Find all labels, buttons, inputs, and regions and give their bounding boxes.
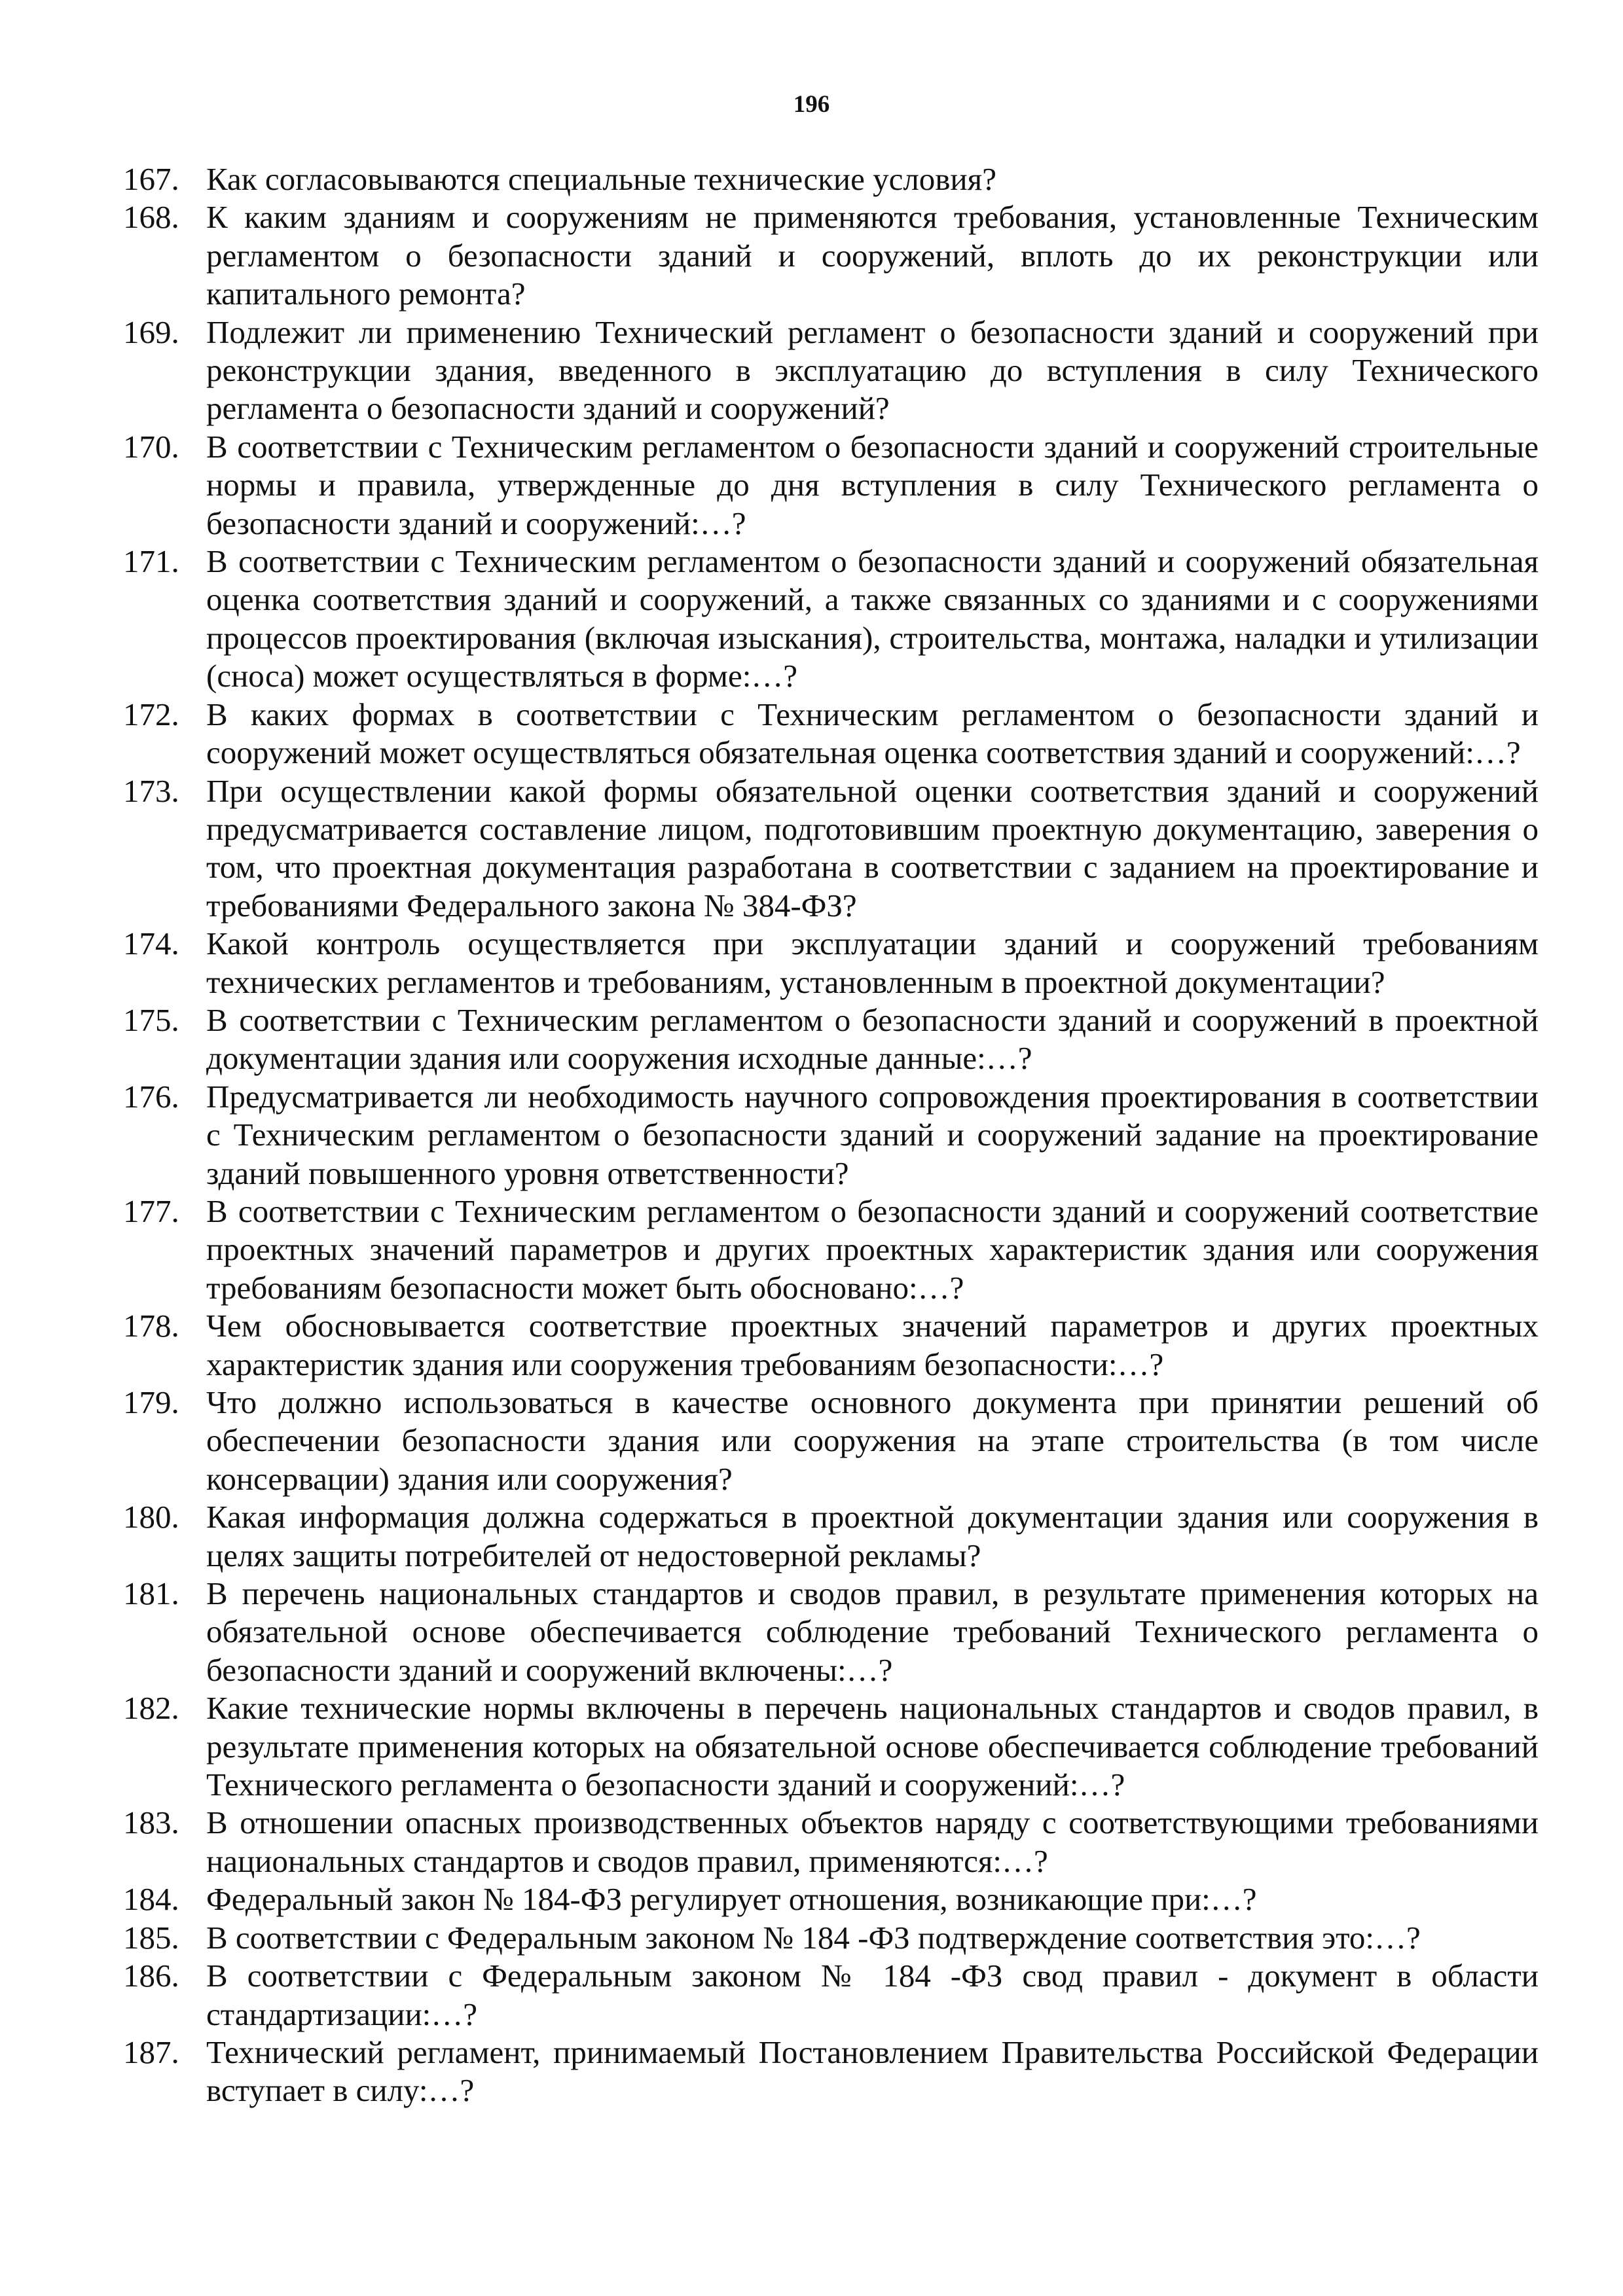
question-number: 173.: [123, 772, 179, 809]
question-text: Какой контроль осуществляется при эксплуатации зданий и сооружений требованиям технических регламентов и требованиям, установленным в проектной документации?: [206, 925, 1539, 1000]
question-text: К каким зданиям и сооружениям не применяются требования, установленные Техническим регламентом о безопасности зданий и сооружений, вплоть до их реконструкции или капитального ремонта?: [206, 199, 1539, 312]
question-number: 177.: [123, 1193, 179, 1229]
question-text: В соответствии с Техническим регламентом о безопасности зданий и сооружений соответствие проектных значений параметров и других проектных характеристик здания или сооружения требованиям безопасности может быть обосновано:…?: [206, 1193, 1539, 1306]
question-item: [123, 1078, 1539, 1193]
question-number: 175.: [123, 1001, 179, 1038]
question-item: [123, 1307, 1539, 1384]
question-item: [123, 1193, 1539, 1307]
question-item: [123, 925, 1539, 1001]
question-number: 185.: [123, 1919, 179, 1956]
question-item: [123, 1957, 1539, 2034]
question-number: 171.: [123, 543, 179, 580]
question-item: [123, 1001, 1539, 1078]
question-item: [123, 772, 1539, 925]
question-item: [123, 1384, 1539, 1498]
question-text: Подлежит ли применению Технический регламент о безопасности зданий и сооружений при реконструкции здания, введенного в эксплуатацию до вступления в силу Технического регламента о безопасности зданий и сооружений?: [206, 314, 1539, 427]
question-item: [123, 428, 1539, 543]
question-text: В каких формах в соответствии с Техническим регламентом о безопасности зданий и сооружений может осуществляться обязательная оценка соответствия зданий и сооружений:…?: [206, 696, 1539, 771]
question-number: 181.: [123, 1575, 179, 1612]
question-number: 182.: [123, 1690, 179, 1727]
question-item: [123, 696, 1539, 772]
question-number: 172.: [123, 696, 179, 732]
question-text: В соответствии с Техническим регламентом о безопасности зданий и сооружений в проектной документации здания или сооружения исходные данные:…?: [206, 1001, 1539, 1077]
question-number: 184.: [123, 1881, 179, 1918]
question-text: Как согласовываются специальные технические условия?: [206, 161, 996, 197]
question-text: Какие технические нормы включены в перечень национальных стандартов и сводов правил, в результате применения которых на обязательной основе обеспечивается соблюдение требований Технического регламента о безопасности зданий и сооружений:…?: [206, 1690, 1539, 1803]
question-text: Что должно использоваться в качестве основного документа при принятии решений об обеспечении безопасности здания или сооружения на этапе строительства (в том числе консервации) здания или сооружения?: [206, 1384, 1539, 1497]
question-item: [123, 314, 1539, 428]
question-item: [123, 1575, 1539, 1689]
question-item: [123, 198, 1539, 313]
question-number: 178.: [123, 1308, 179, 1344]
question-text: Чем обосновывается соответствие проектных значений параметров и других проектных характеристик здания или сооружения требованиям безопасности:…?: [206, 1308, 1539, 1382]
question-text: В соответствии с Техническим регламентом о безопасности зданий и сооружений обязательная оценка соответствия зданий и сооружений, а также связанных со зданиями и с сооружениями процессов проектирования (включая изыскания), строительства, монтажа, наладки и утилизации (сноса) может осуществляться в форме:…?: [206, 543, 1539, 694]
question-text: Федеральный закон № 184-ФЗ регулирует отношения, возникающие при:…?: [206, 1881, 1257, 1918]
question-text: В перечень национальных стандартов и сводов правил, в результате применения которых на обязательной основе обеспечивается соблюдение требований Технического регламента о безопасности зданий и сооружений включены:…?: [206, 1575, 1539, 1688]
question-text: В соответствии с Федеральным законом № 184 -ФЗ подтверждение соответствия это:…?: [206, 1919, 1421, 1956]
question-number: 170.: [123, 428, 179, 465]
question-number: 174.: [123, 925, 179, 962]
question-number: 186.: [123, 1958, 179, 1994]
question-item: [123, 160, 1539, 198]
question-text: Технический регламент, принимаемый Постановлением Правительства Российской Федерации вступает в силу:…?: [206, 2034, 1539, 2109]
question-text: При осуществлении какой формы обязательной оценки соответствия зданий и сооружений предусматривается составление лицом, подготовившим проектную документацию, заверения о том, что проектная документация разработана в соответствии с заданием на проектирование и требованиями Федерального закона № 384-ФЗ?: [206, 772, 1539, 924]
question-item: [123, 1689, 1539, 1804]
question-text: Предусматривается ли необходимость научного сопровождения проектирования в соответствии с Техническим регламентом о безопасности зданий и сооружений задание на проектирование зданий повышенного уровня ответственности?: [206, 1078, 1539, 1191]
question-number: 179.: [123, 1384, 179, 1420]
page-number: 196: [793, 91, 830, 118]
question-item: [123, 1880, 1539, 1918]
question-number: 169.: [123, 314, 179, 350]
question-item: [123, 1498, 1539, 1575]
question-number: 180.: [123, 1499, 179, 1535]
question-text: Какая информация должна содержаться в проектной документации здания или сооружения в целях защиты потребителей от недостоверной рекламы?: [206, 1499, 1539, 1573]
question-item: [123, 543, 1539, 696]
question-list: [123, 160, 1539, 2110]
question-item: [123, 2034, 1539, 2110]
question-number: 168.: [123, 199, 179, 236]
question-number: 176.: [123, 1078, 179, 1115]
question-text: В отношении опасных производственных объектов наряду с соответствующими требованиями национальных стандартов и сводов правил, применяются:…?: [206, 1804, 1539, 1879]
question-number: 187.: [123, 2034, 179, 2070]
question-item: [123, 1804, 1539, 1880]
question-number: 167.: [123, 161, 179, 197]
question-text: В соответствии с Техническим регламентом о безопасности зданий и сооружений строительные нормы и правила, утвержденные до дня вступления в силу Технического регламента о безопасности зданий и сооружений:…?: [206, 428, 1539, 541]
question-item: [123, 1919, 1539, 1957]
question-number: 183.: [123, 1804, 179, 1841]
question-text: В соответствии с Федеральным законом № 184 -ФЗ свод правил - документ в области стандартизации:…?: [206, 1958, 1539, 2032]
